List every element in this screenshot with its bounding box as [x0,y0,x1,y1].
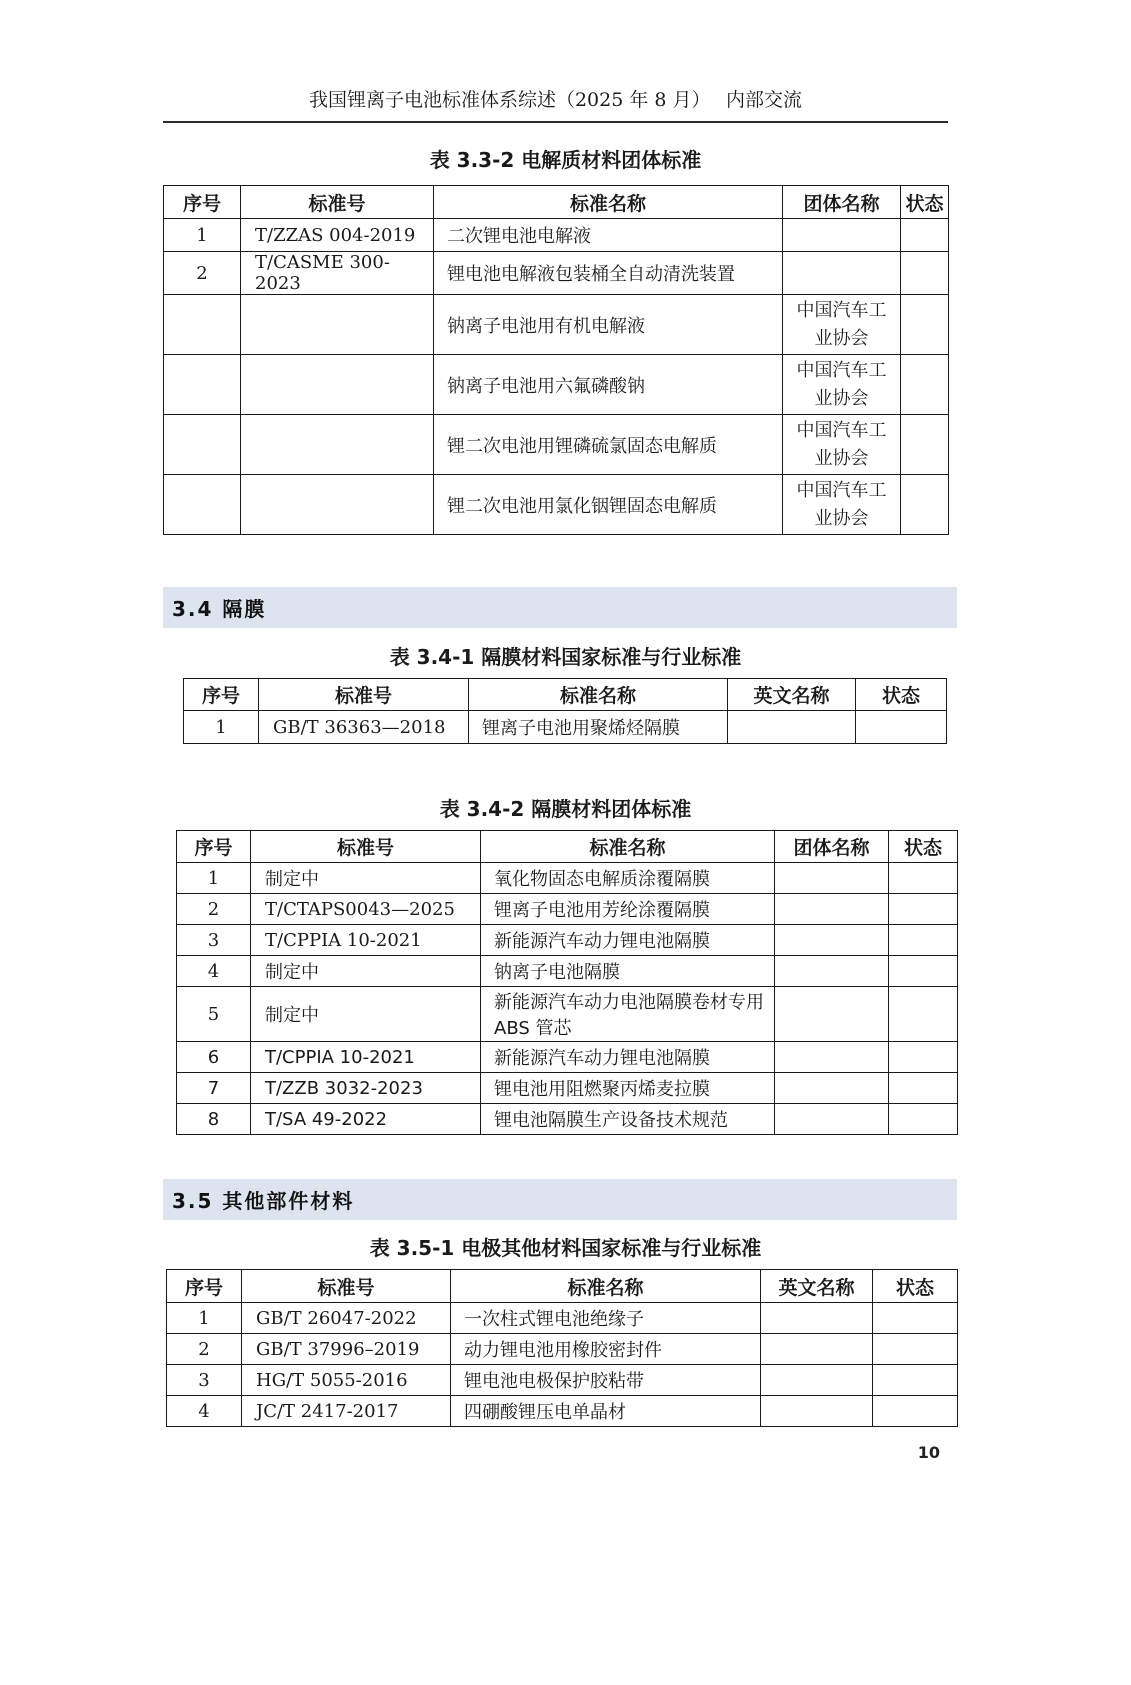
column-header: 标准名称 [451,1270,761,1303]
table-cell: T/SA 49-2022 [251,1104,481,1135]
table-row [167,1334,958,1365]
table-3-4-1 [183,678,947,744]
column-header: 状态 [873,1270,958,1303]
table-cell: GB/T 36363—2018 [259,711,469,744]
table-cell: T/CPPIA 10-2021 [251,1042,481,1073]
table-cell [873,1365,958,1396]
table-cell [164,355,241,415]
table-cell: 锂电池电极保护胶粘带 [451,1365,761,1396]
table-row [177,1042,958,1073]
table-cell [241,295,434,355]
table-cell: GB/T 37996–2019 [242,1334,451,1365]
table-cell: 2 [167,1334,242,1365]
table-3-3-2-caption: 表 3.3-2 电解质材料团体标准 [429,148,702,172]
table-header-row [167,1270,958,1303]
section-heading-3-4: 3.4 隔膜 [163,587,957,628]
table-row [177,987,958,1042]
table-cell [761,1303,873,1334]
table-row [167,1303,958,1334]
table-cell [164,415,241,475]
table-cell: 1 [177,863,251,894]
column-header: 标准号 [242,1270,451,1303]
table-cell: 中国汽车工业协会 [783,415,901,475]
table-cell: 3 [167,1365,242,1396]
table-cell [783,219,901,252]
table-cell [775,1073,889,1104]
table-cell [728,711,856,744]
column-header: 标准名称 [434,186,783,219]
column-header: 标准号 [259,679,469,711]
table-cell: 制定中 [251,987,481,1042]
table-cell: 制定中 [251,863,481,894]
table-cell: 锂二次电池用锂磷硫氯固态电解质 [434,415,783,475]
table-cell: 四硼酸锂压电单晶材 [451,1396,761,1427]
table-cell: GB/T 26047-2022 [242,1303,451,1334]
table-row [177,925,958,956]
table-cell: 1 [164,219,241,252]
table-cell: T/ZZAS 004-2019 [241,219,434,252]
table-row [164,219,949,252]
table-3-4-1-caption: 表 3.4-1 隔膜材料国家标准与行业标准 [389,645,742,669]
column-header: 标准号 [251,831,481,863]
section-heading-3-5: 3.5 其他部件材料 [163,1179,957,1220]
table-cell: 钠离子电池用有机电解液 [434,295,783,355]
table-cell [889,1104,958,1135]
table-cell [873,1303,958,1334]
table-cell: T/CTAPS0043—2025 [251,894,481,925]
table-row [177,1073,958,1104]
column-header: 英文名称 [761,1270,873,1303]
table-cell: 钠离子电池隔膜 [481,956,775,987]
table-cell: 中国汽车工业协会 [783,295,901,355]
table-cell [164,475,241,535]
table-row [164,415,949,475]
table-cell [783,252,901,295]
table-cell: 钠离子电池用六氟磷酸钠 [434,355,783,415]
table-cell: 锂电池隔膜生产设备技术规范 [481,1104,775,1135]
table-row [167,1365,958,1396]
column-header: 团体名称 [775,831,889,863]
table-cell [901,355,949,415]
column-header: 团体名称 [783,186,901,219]
table-row [164,355,949,415]
column-header: 标准名称 [469,679,728,711]
table-3-3-2 [163,185,949,535]
table-cell: 锂离子电池用芳纶涂覆隔膜 [481,894,775,925]
table-cell: 新能源汽车动力电池隔膜卷材专用 ABS 管芯 [481,987,775,1042]
table-cell: 锂离子电池用聚烯烃隔膜 [469,711,728,744]
column-header: 状态 [856,679,947,711]
table-cell [775,863,889,894]
table-cell [241,415,434,475]
table-cell: 新能源汽车动力锂电池隔膜 [481,925,775,956]
table-cell: 3 [177,925,251,956]
table-row [177,956,958,987]
table-cell: 2 [164,252,241,295]
table-header-row [164,186,949,219]
table-cell [775,1104,889,1135]
table-cell: 一次柱式锂电池绝缘子 [451,1303,761,1334]
table-cell: 4 [167,1396,242,1427]
table-cell: 动力锂电池用橡胶密封件 [451,1334,761,1365]
table-row [177,1104,958,1135]
table-cell: 7 [177,1073,251,1104]
table-cell [241,355,434,415]
column-header: 英文名称 [728,679,856,711]
table-cell [873,1334,958,1365]
table-cell: 4 [177,956,251,987]
column-header: 状态 [901,186,949,219]
table-cell [856,711,947,744]
table-cell: 新能源汽车动力锂电池隔膜 [481,1042,775,1073]
table-cell [873,1396,958,1427]
table-cell [889,956,958,987]
table-header-row [177,831,958,863]
column-header: 序号 [164,186,241,219]
table-cell: 1 [167,1303,242,1334]
table-cell: T/CASME 300-2023 [241,252,434,295]
table-row [164,475,949,535]
table-cell [164,295,241,355]
table-3-4-2 [176,830,958,1135]
table-cell: 中国汽车工业协会 [783,475,901,535]
table-3-4-2-caption: 表 3.4-2 隔膜材料团体标准 [439,797,692,821]
column-header: 序号 [184,679,259,711]
table-cell: 锂电池电解液包装桶全自动清洗装置 [434,252,783,295]
table-cell [901,219,949,252]
table-cell: 1 [184,711,259,744]
table-cell [889,894,958,925]
table-cell: 制定中 [251,956,481,987]
column-header: 标准名称 [481,831,775,863]
table-cell: 6 [177,1042,251,1073]
page-header: 我国锂离子电池标准体系综述（2025 年 8 月） 内部交流 [163,85,948,123]
table-cell [889,863,958,894]
table-row [164,252,949,295]
table-cell: HG/T 5055-2016 [242,1365,451,1396]
table-cell: T/ZZB 3032-2023 [251,1073,481,1104]
table-cell: JC/T 2417-2017 [242,1396,451,1427]
table-cell [241,475,434,535]
table-row [177,894,958,925]
table-3-5-1-caption: 表 3.5-1 电极其他材料国家标准与行业标准 [369,1236,762,1260]
table-row [177,863,958,894]
table-cell [889,1042,958,1073]
table-cell: 中国汽车工业协会 [783,355,901,415]
table-cell [889,1073,958,1104]
table-cell: 二次锂电池电解液 [434,219,783,252]
page-number: 10 [917,1443,940,1462]
table-cell: 锂二次电池用氯化铟锂固态电解质 [434,475,783,535]
table-cell: T/CPPIA 10-2021 [251,925,481,956]
table-cell: 氧化物固态电解质涂覆隔膜 [481,863,775,894]
column-header: 序号 [177,831,251,863]
table-3-5-1 [166,1269,958,1427]
table-cell [775,987,889,1042]
table-cell: 5 [177,987,251,1042]
table-cell [901,475,949,535]
table-cell [761,1334,873,1365]
table-cell [761,1396,873,1427]
table-cell [889,925,958,956]
table-cell: 锂电池用阻燃聚丙烯麦拉膜 [481,1073,775,1104]
table-row [164,295,949,355]
table-header-row [184,679,947,711]
column-header: 标准号 [241,186,434,219]
column-header: 状态 [889,831,958,863]
table-cell [901,252,949,295]
table-cell [775,956,889,987]
table-row [167,1396,958,1427]
table-cell [775,1042,889,1073]
table-cell: 2 [177,894,251,925]
table-cell [761,1365,873,1396]
table-cell [901,415,949,475]
table-row [184,711,947,744]
table-cell [901,295,949,355]
table-cell [775,925,889,956]
column-header: 序号 [167,1270,242,1303]
table-cell: 8 [177,1104,251,1135]
table-cell [775,894,889,925]
table-cell [889,987,958,1042]
